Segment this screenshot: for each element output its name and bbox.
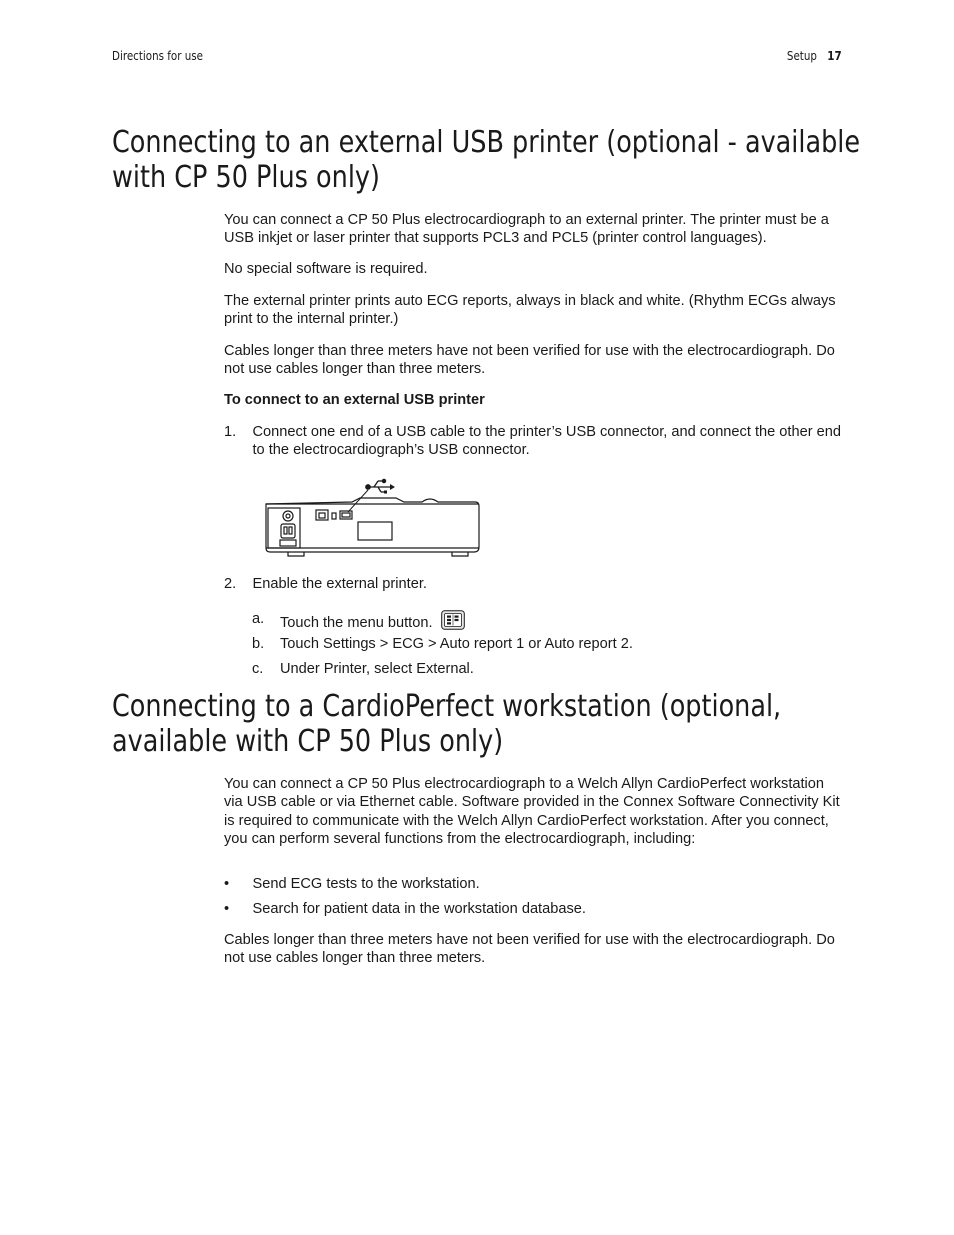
list-item-text: Connect one end of a USB cable to the printer’s USB connector, and connect the other end to the electrocardiograph’s USB connector. <box>252 424 841 459</box>
section-heading-usb-printer <box>112 125 861 195</box>
bullet-item <box>224 900 846 918</box>
section-heading-cardioperfect <box>112 689 826 759</box>
heading-line: available with CP 50 Plus only) <box>112 724 504 759</box>
heading-line: Connecting to an external USB printer (optional - available <box>112 125 861 160</box>
bullet-item <box>224 875 846 893</box>
heading-line: with CP 50 Plus only) <box>112 160 380 195</box>
paragraph: The external printer prints auto ECG reports, always in black and white. (Rhythm ECGs always print to the internal printer.) <box>224 293 836 328</box>
device-rear-illustration <box>264 476 484 560</box>
list-item-text <box>280 610 846 632</box>
usb-icon <box>366 479 395 493</box>
paragraph: No special software is required. <box>224 261 428 277</box>
section-name: Setup <box>787 49 818 63</box>
running-header-left: Directions for use <box>112 49 204 63</box>
procedure-title: To connect to an external USB printer <box>224 392 485 408</box>
bullet-text: Send ECG tests to the workstation. <box>252 876 480 892</box>
running-header-right <box>787 49 842 63</box>
paragraph: Cables longer than three meters have not been verified for use with the electrocardiograph. Do not use cables longer than three meters. <box>224 343 835 378</box>
list-item-text: Touch Settings > ECG > Auto report 1 or Auto report 2. <box>280 636 633 652</box>
paragraph: You can connect a CP 50 Plus electrocardiograph to an external printer. The printer must be a USB inkjet or laser printer that supports PCL3 and PCL5 (printer control languages). <box>224 212 829 247</box>
list-item-text: Under Printer, select External. <box>280 661 474 677</box>
heading-line: Connecting to a CardioPerfect workstation (optional, <box>112 689 782 724</box>
sub-step-text: Touch the menu button. <box>280 615 433 631</box>
list-marker: a. <box>252 611 265 627</box>
list-item-text: Enable the external printer. <box>252 576 427 592</box>
list-item <box>224 575 846 593</box>
list-marker: 1. <box>224 424 237 440</box>
page-number: 17 <box>827 49 842 63</box>
list-item <box>224 423 846 460</box>
bullet-marker: • <box>224 876 230 892</box>
paragraph: Cables longer than three meters have not been verified for use with the electrocardiograph. Do not use cables longer than three meters. <box>224 932 835 967</box>
menu-button-icon <box>441 610 465 630</box>
bullet-text: Search for patient data in the workstation database. <box>252 901 586 917</box>
list-marker: 2. <box>224 576 237 592</box>
bullet-marker: • <box>224 901 230 917</box>
sub-list-item <box>252 660 846 678</box>
sub-list-item <box>252 635 846 653</box>
paragraph: You can connect a CP 50 Plus electrocardiograph to a Welch Allyn CardioPerfect workstation via USB cable or via Ethernet cable. Software provided in the Connex Software Connectivity Kit is required to communicate with the Welch Allyn CardioPerfect workstation. After you connect, you can perform several functions from the electrocardiograph, including: <box>224 776 840 848</box>
list-marker: c. <box>252 661 264 677</box>
sub-list-item <box>252 610 846 632</box>
list-marker: b. <box>252 636 265 652</box>
